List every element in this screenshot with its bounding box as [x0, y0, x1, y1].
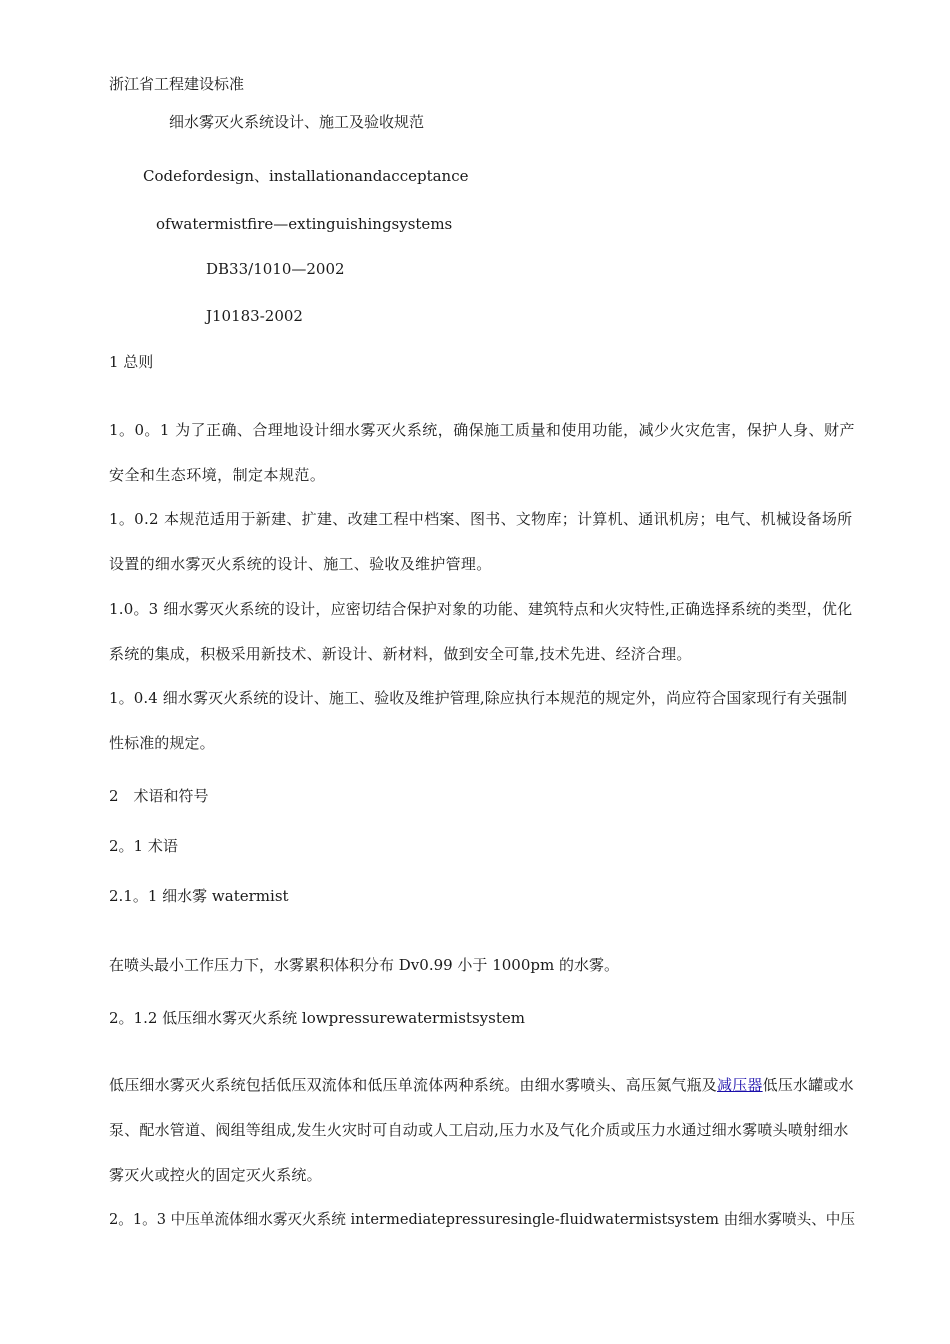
- section-2-heading: 2 术语和符号: [109, 787, 209, 805]
- term-2-1-1: 2.1。1 细水雾 watermist: [109, 887, 289, 905]
- english-title-line-2: ofwatermistfire—extinguishingsystems: [156, 215, 453, 233]
- term-2-1-3: 2。1。3 中压单流体细水雾灭火系统 intermediatepressuresingle-fluidwatermistsystem 由细水雾喷头、中压: [109, 1211, 855, 1228]
- definition-2-1-2-text-a: 低压细水雾灭火系统包括低压双流体和低压单流体两种系统。由细水雾喷头、高压氮气瓶及: [109, 1076, 718, 1094]
- definition-2-1-2-text-b: 低压水罐或水泵、配水管道、阀组等组成,发生火灾时可自动或人工启动,压力水及气化介质或压力水通过细水雾喷头喷射细水雾灭火或控火的固定灭火系统。: [109, 1076, 854, 1184]
- section-1-heading: 1 总则: [109, 353, 154, 371]
- definition-2-1-1: 在喷头最小工作压力下，水雾累积体积分布 Dv0.99 小于 1000pm 的水雾。: [109, 956, 619, 974]
- clause-1-0-2: 1。0.2 本规范适用于新建、扩建、改建工程中档案、图书、文物库；计算机、通讯机房；电气、机械设备场所设置的细水雾灭火系统的设计、施工、验收及维护管理。: [109, 510, 853, 573]
- document-header: 浙江省工程建设标准: [109, 75, 245, 93]
- pressure-reducer-link[interactable]: 减压器: [717, 1076, 763, 1094]
- filing-code: J10183-2002: [206, 307, 303, 325]
- clause-1-0-4: 1。0.4 细水雾灭火系统的设计、施工、验收及维护管理,除应执行本规范的规定外，尚应符合国家现行有关强制性标准的规定。: [109, 689, 848, 752]
- english-title-line-1: Codefordesign、installationandacceptance: [143, 167, 469, 185]
- clause-1-0-1: 1。0。1 为了正确、合理地设计细水雾灭火系统，确保施工质量和使用功能，减少火灾危害，保护人身、财产安全和生态环境，制定本规范。: [109, 421, 855, 484]
- section-2-1-heading: 2。1 术语: [109, 837, 178, 855]
- clause-1-0-3: 1.0。3 细水雾灭火系统的设计，应密切结合保护对象的功能、建筑特点和火灾特性,正确选择系统的类型，优化系统的集成，积极采用新技术、新设计、新材料，做到安全可靠,技术先进、经济合理。: [109, 600, 853, 663]
- term-2-1-2: 2。1.2 低压细水雾灭火系统 lowpressurewatermistsystem: [109, 1009, 525, 1027]
- definition-2-1-2: [109, 1063, 859, 1198]
- document-title: 细水雾灭火系统设计、施工及验收规范: [169, 113, 425, 131]
- standard-code: DB33/1010—2002: [206, 260, 345, 278]
